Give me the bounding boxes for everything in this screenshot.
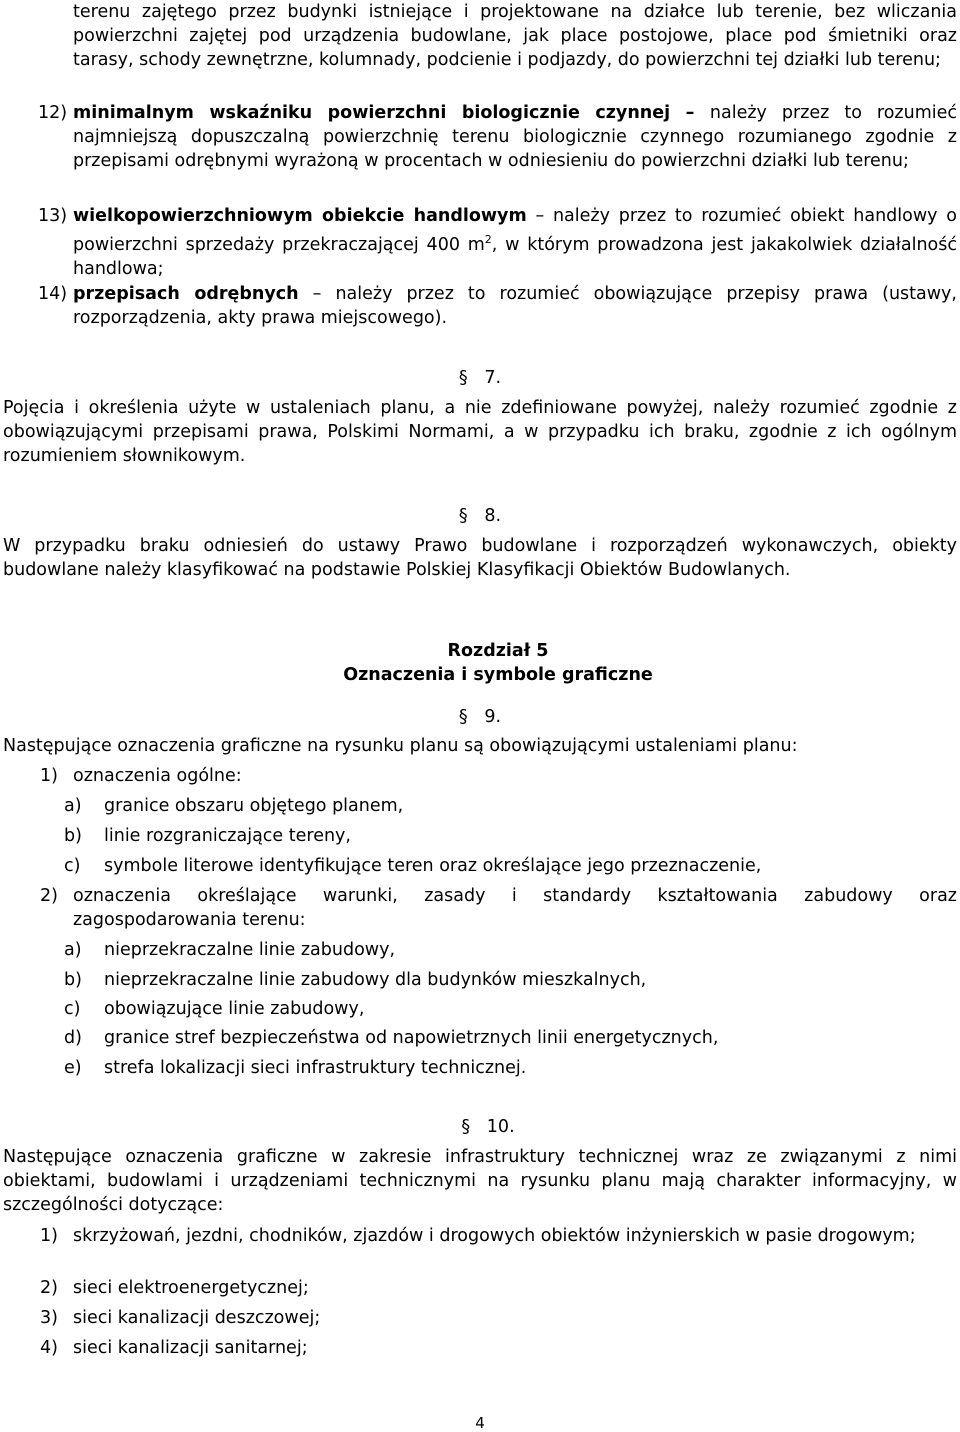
- section-number: 9.: [484, 707, 502, 727]
- section-heading-9: [0, 705, 960, 729]
- list-letter: c): [64, 856, 81, 876]
- list-item: [64, 997, 957, 1021]
- section-number: 8.: [484, 506, 502, 526]
- list-item: [64, 968, 957, 992]
- definition-text: należy przez to rozumieć obowiązujące przepisy prawa (ustawy, rozporządzenia, akty prawa miejscowego).: [73, 284, 957, 328]
- definition-dash: –: [670, 103, 710, 123]
- list-number: 2): [40, 1278, 58, 1298]
- list-item: [64, 794, 957, 818]
- list-text: obowiązujące linie zabudowy,: [104, 999, 365, 1019]
- chapter-title: Rozdział 5: [447, 641, 549, 661]
- list-letter: d): [64, 1028, 82, 1048]
- list-letter: b): [64, 826, 82, 846]
- section-heading-10: [0, 1115, 960, 1139]
- list-item: [64, 824, 957, 848]
- definition-dash: –: [298, 284, 336, 304]
- list-text: strefa lokalizacji sieci infrastruktury technicznej.: [104, 1058, 527, 1078]
- definition-text: należy przez to rozumieć obiekt handlowy o powierzchni sprzedaży przekraczającej 400 m: [73, 206, 957, 255]
- list-text: sieci elektroenergetycznej;: [73, 1278, 309, 1298]
- definition-14: [30, 282, 957, 330]
- list-item: [40, 1224, 957, 1248]
- list-letter: a): [64, 940, 82, 960]
- list-item: [64, 938, 957, 962]
- definition-number: 13): [38, 206, 68, 226]
- definition-13: [30, 204, 957, 281]
- list-text: linie rozgraniczające tereny,: [104, 826, 351, 846]
- definition-number: 12): [38, 103, 68, 123]
- list-letter: b): [64, 970, 82, 990]
- definition-dash: –: [526, 206, 553, 226]
- list-item: [40, 1276, 957, 1300]
- definition-term: minimalnym wskaźniku powierzchni biologicznie czynnej: [73, 103, 671, 123]
- section-number: 7.: [484, 368, 502, 388]
- list-number: 4): [40, 1338, 58, 1358]
- list-text: nieprzekraczalne linie zabudowy,: [104, 940, 396, 960]
- list-item: [40, 764, 957, 788]
- list-text: symbole literowe identyfikujące teren oraz określające jego przeznaczenie,: [104, 856, 762, 876]
- list-text: granice obszaru objętego planem,: [104, 796, 404, 816]
- chapter-subtitle: Oznaczenia i symbole graficzne: [343, 665, 653, 685]
- list-item: [64, 1056, 957, 1080]
- list-item: [64, 854, 957, 878]
- definition-12: [30, 101, 957, 173]
- list-text: skrzyżowań, jezdni, chodników, zjazdów i drogowych obiektów inżynierskich w pasie drogowym;: [73, 1226, 916, 1246]
- definition-text: należy przez to rozumieć najmniejszą dopuszczalną powierzchnię terenu biologicznie czynnego rozumianego zgodnie z przepisami odrębnymi wyrażoną w procentach w odniesieniu do powierzchni działki lub terenu;: [73, 103, 957, 171]
- section-mark: §: [458, 368, 468, 388]
- section-9-intro: Następujące oznaczenia graficzne na rysunku planu są obowiązującymi ustaleniami planu:: [3, 736, 798, 756]
- section-number: 10.: [486, 1117, 515, 1137]
- page-number: 4: [475, 1414, 485, 1432]
- section-heading-8: [0, 504, 960, 528]
- section-10-intro: Następujące oznaczenia graficzne w zakresie infrastruktury technicznej wraz ze związanymi z nimi obiektami, budowlami i urządzeniami technicznymi na rysunku planu mają charakter informacyjny, w szczególności dotyczące:: [3, 1147, 957, 1215]
- list-item: [40, 884, 957, 932]
- list-item: [40, 1306, 957, 1330]
- list-letter: a): [64, 796, 82, 816]
- section-mark: §: [458, 707, 468, 727]
- list-label: oznaczenia określające warunki, zasady i standardy kształtowania zabudowy oraz zagospodarowania terenu:: [73, 886, 957, 930]
- list-text: granice stref bezpieczeństwa od napowietrznych linii energetycznych,: [104, 1028, 719, 1048]
- list-text: sieci kanalizacji sanitarnej;: [73, 1338, 308, 1358]
- list-number: 2): [40, 886, 58, 906]
- list-text: nieprzekraczalne linie zabudowy dla budynków mieszkalnych,: [104, 970, 647, 990]
- definition-continuation: terenu zajętego przez budynki istniejące i projektowane na działce lub terenie, bez wliczania powierzchni zajętej pod urządzenia budowlane, jak place postojowe, place pod śmietniki oraz tarasy, schody zewnętrzne, kolumnady, podcienie i podjazdy, do powierzchni tej działki lub terenu;: [73, 2, 957, 70]
- section-mark: §: [461, 1117, 471, 1137]
- definition-term: wielkopowierzchniowym obiekcie handlowym: [73, 206, 527, 226]
- section-7-text: Pojęcia i określenia użyte w ustaleniach planu, a nie zdefiniowane powyżej, należy rozumieć zgodnie z obowiązującymi przepisami prawa, Polskimi Normami, a w przypadku ich braku, zgodnie z ich ogólnym rozumieniem słownikowym.: [3, 398, 957, 466]
- section-mark: §: [458, 506, 468, 526]
- list-letter: e): [64, 1058, 82, 1078]
- section-heading-7: [0, 366, 960, 390]
- definition-text-tail: , w którym prowadzona jest jakakolwiek działalność handlowa;: [73, 234, 957, 279]
- list-number: 1): [40, 1226, 58, 1246]
- list-letter: c): [64, 999, 81, 1019]
- list-number: 1): [40, 766, 58, 786]
- list-item: [64, 1026, 957, 1050]
- definition-number: 14): [38, 284, 68, 304]
- definition-term: przepisach odrębnych: [73, 284, 299, 304]
- superscript: 2: [484, 233, 492, 246]
- list-label: oznaczenia ogólne:: [73, 766, 242, 786]
- section-8-text: W przypadku braku odniesień do ustawy Prawo budowlane i rozporządzeń wykonawczych, obiekty budowlane należy klasyfikować na podstawie Polskiej Klasyfikacji Obiektów Budowlanych.: [3, 536, 957, 580]
- list-number: 3): [40, 1308, 58, 1328]
- list-item: [40, 1336, 957, 1360]
- list-text: sieci kanalizacji deszczowej;: [73, 1308, 321, 1328]
